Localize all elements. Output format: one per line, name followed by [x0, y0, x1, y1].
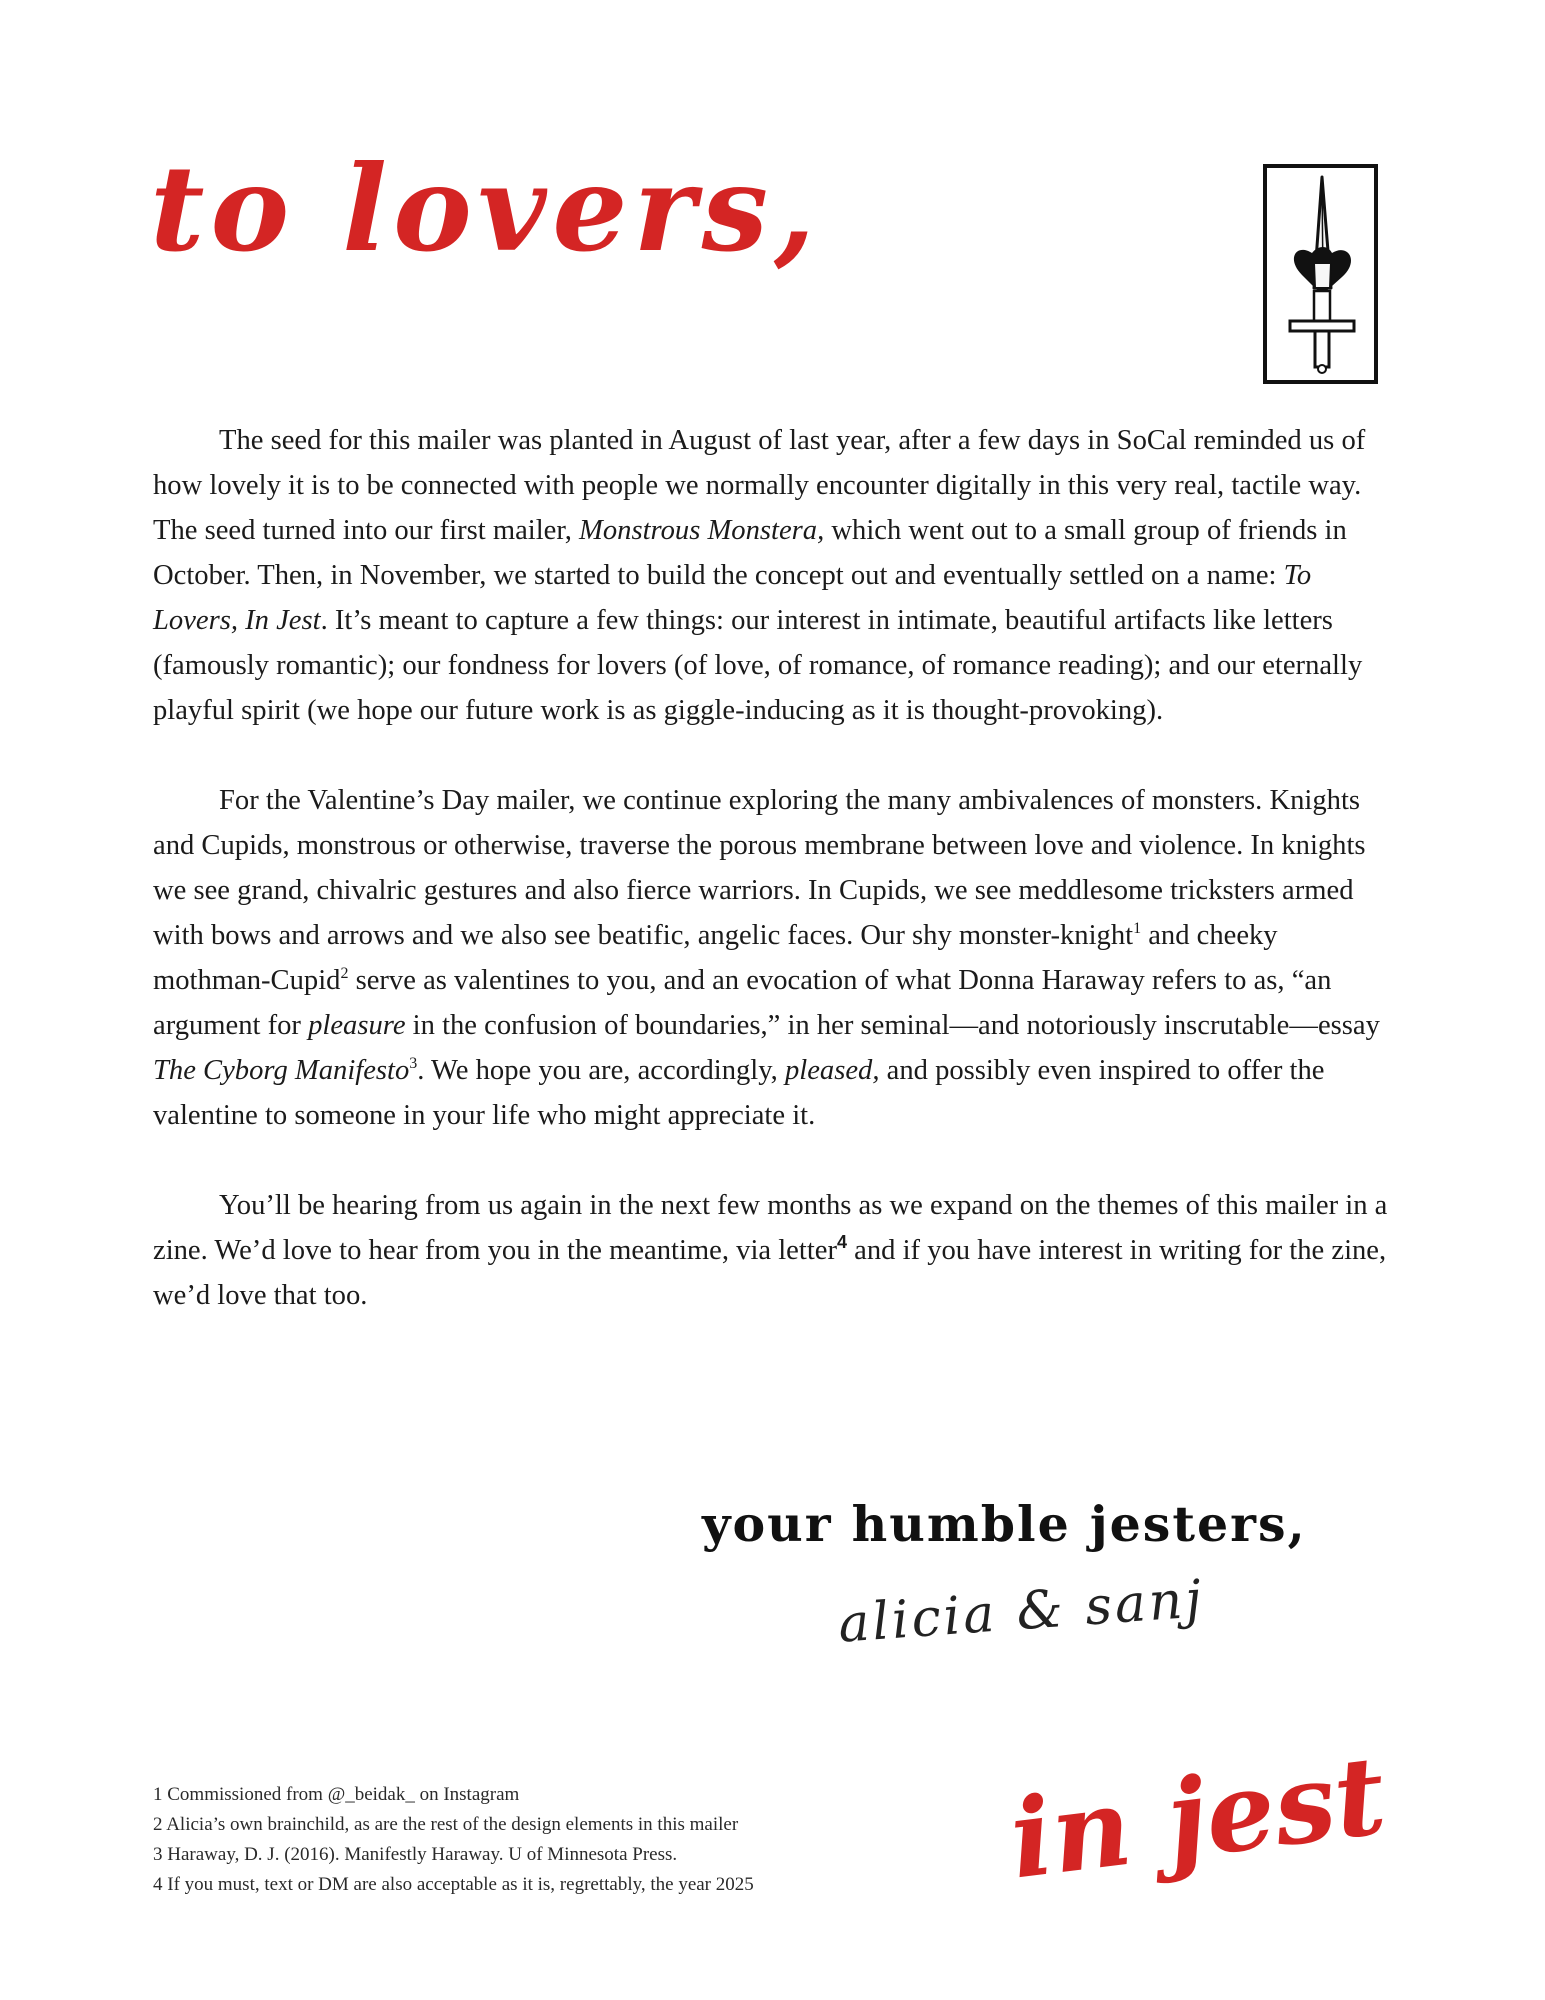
project-title: To Lovers, In Jest — [153, 560, 1312, 636]
footnote-ref-4: 4 — [836, 1232, 847, 1252]
sign-off-script: in jest — [1003, 1732, 1392, 1904]
footnotes-list — [153, 1780, 754, 1900]
footnote-item: 1 Commissioned from @_beidak_ on Instagram — [153, 1784, 520, 1805]
paragraph-intro: The seed for this mailer was planted in August of last year, after a few days in SoCal reminded us of how lovely it is to be connected with people we normally encounter digitally in this very real, tactile way. The seed turned into our first mailer, Monstrous Monstera, which went out to a small group of friends in October. Then, in November, we started to build the concept out and eventually settled on a name: To Lovers, In Jest. It’s meant to capture a few things: our interest in intimate, beautiful artifacts like letters (famously romantic); our fondness for lovers (of love, of romance, of romance reading); and our eternally playful spirit (we hope our future work is as giggle-inducing as it is thought-provoking). — [153, 425, 1366, 726]
letter-body — [153, 418, 1393, 1318]
footnote-ref-1: 1 — [1133, 920, 1142, 937]
footnote-item: 3 Haraway, D. J. (2016). Manifestly Haraway. U of Minnesota Press. — [153, 1844, 678, 1865]
essay-title: The Cyborg Manifesto — [153, 1055, 410, 1086]
signature: alicia & sanj — [836, 1569, 1207, 1655]
paragraph-outro: You’ll be hearing from us again in the next few months as we expand on the themes of this mailer in a zine. We’d love to hear from you in the meantime, via letter$^4$ and if you have interest in writing for the zine, we’d love that too. — [153, 1190, 1388, 1311]
closing-line: your humble jesters, — [702, 1495, 1307, 1553]
emphasis-pleasure: pleasure — [308, 1010, 406, 1041]
emphasis-pleased: pleased, — [784, 1055, 880, 1086]
paragraph-valentine: For the Valentine’s Day mailer, we continue exploring the many ambivalences of monsters. Knights and Cupids, monstrous or otherwise, traverse the porous membrane between love and violence. In knights we see grand, chivalric gestures and also fierce warriors. In Cupids, we see meddlesome tricksters armed with bows and arrows and we also see beatific, angelic faces. Our shy monster-knight$^1$ and cheeky mothman-Cupid$^2$ serve as valentines to you, and an evocation of what Donna Haraway refers to as, “an argument for pleasure in the confusion of boundaries,” in her seminal—and notoriously inscrutable—essay The Cyborg Manifesto$^3$. We hope you are, accordingly, pleased, and possibly even inspired to offer the valentine to someone in your life who might appreciate it. — [153, 785, 1380, 1131]
footnote-ref-2: 2 — [340, 965, 349, 982]
page-heading: to lovers, — [150, 139, 822, 278]
footnote-item: 2 Alicia’s own brainchild, as are the rest of the design elements in this mailer — [153, 1814, 739, 1835]
dagger-heart-icon — [1262, 163, 1379, 385]
mailer-title: Monstrous Monstera, — [579, 515, 825, 546]
footnote-item: 4 If you must, text or DM are also acceptable as it is, regrettably, the year 2025 — [153, 1874, 754, 1895]
footnote-ref-3: 3 — [409, 1055, 418, 1072]
